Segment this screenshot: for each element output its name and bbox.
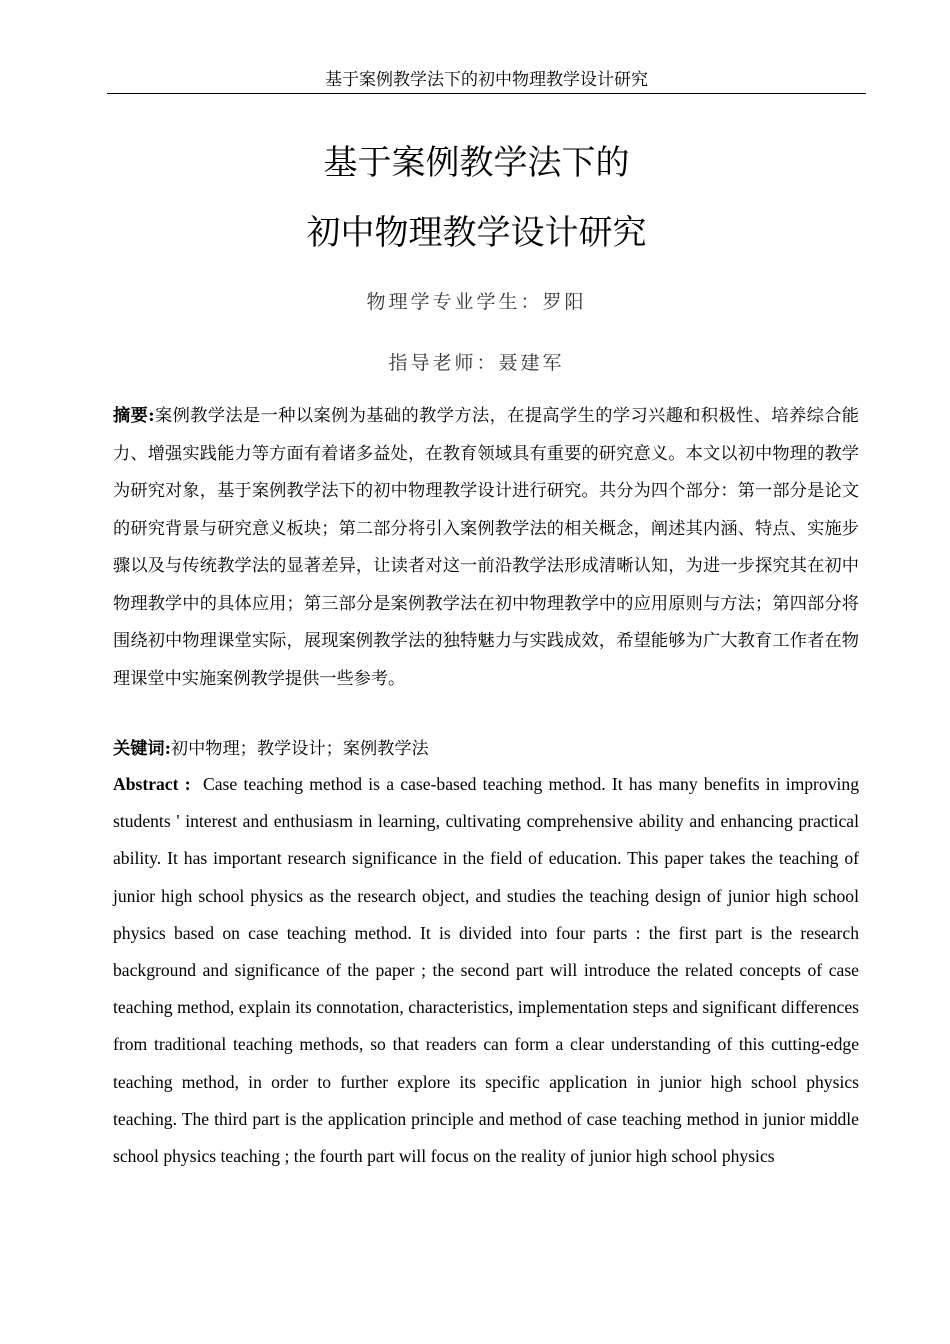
running-header: 基于案例教学法下的初中物理教学设计研究 <box>107 68 866 94</box>
chinese-abstract-label: 摘要: <box>113 406 155 426</box>
chinese-abstract <box>113 398 859 698</box>
keywords-label: 关键词: <box>113 739 171 759</box>
keywords-text: 初中物理；教学设计；案例教学法 <box>170 739 429 759</box>
english-abstract-label: Abstract : <box>113 774 191 794</box>
advisor-byline: 指导老师：聂建军 <box>388 352 565 374</box>
chinese-keywords <box>113 734 859 764</box>
chinese-abstract-text: 案例教学法是一种以案例为基础的教学方法，在提高学生的学习兴趣和积极性、培养综合能力、增强实践能力等方面有着诸多益处，在教育领域具有重要的研究意义。本文以初中物理的教学为研究对象，基于案例教学法下的初中物理教学设计进行研究。共分为四个部分：第一部分是论文的研究背景与研究意义板块；第二部分将引入案例教学法的相关概念，阐述其内涵、特点、实施步骤以及与传统教学法的显著差异，让读者对这一前沿教学法形成清晰认知，为进一步探究其在初中物理教学中的具体应用；第三部分是案例教学法在初中物理教学中的应用原则与方法；第四部分将围绕初中物理课堂实际，展现案例教学法的独特魅力与实践成效，希望能够为广大教育工作者在物理课堂中实施案例教学提供一些参考。 <box>113 406 859 689</box>
paper-title-line-1: 基于案例教学法下的 <box>323 143 630 183</box>
student-byline: 物理学专业学生：罗阳 <box>366 291 587 313</box>
english-abstract <box>113 766 859 1175</box>
english-abstract-text: Case teaching method is a case-based teaching method. It has many benefits in improving students ' interest and enthusiasm in learning, cultivating comprehensive ability and enhancing practical ability. It has important research significance in the field of education. This paper takes the teaching of junior high school physics as the research object, and studies the teaching design of junior high school physics based on case teaching method. It is divided into four parts : the first part is the research background and significance of the paper ; the second part will introduce the related concepts of case teaching method, explain its connotation, characteristics, implementation steps and significant differences from traditional teaching methods, so that readers can form a clear understanding of this cutting-edge teaching method, in order to further explore its specific application in junior high school physics teaching. The third part is the application principle and method of case teaching method in junior middle school physics teaching ; the fourth part will focus on the reality of junior high school physics <box>113 774 859 1167</box>
paper-title-line-2: 初中物理教学设计研究 <box>306 213 647 253</box>
